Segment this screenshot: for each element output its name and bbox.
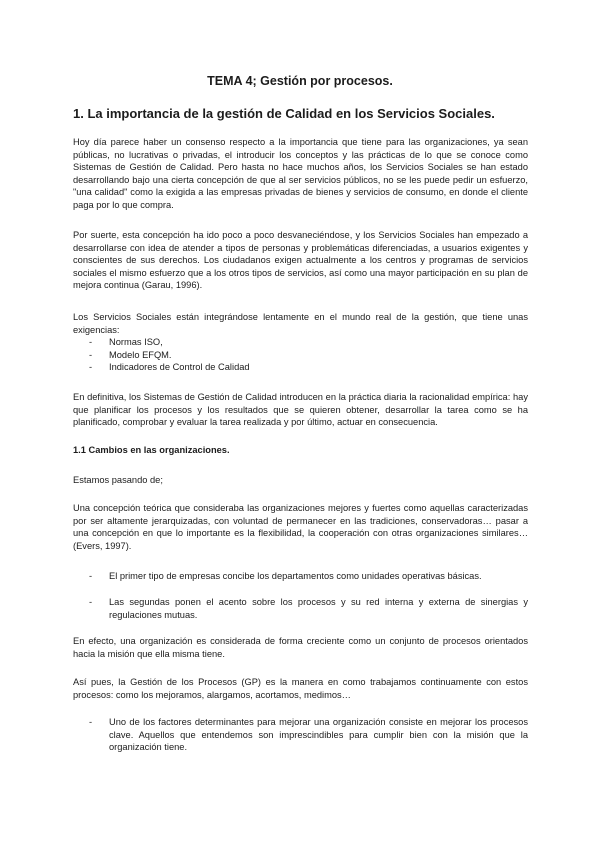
bullet-dash: - [89,349,93,360]
key-factors-list [73,716,528,754]
section-1-title: 1. La importancia de la gestión de Calidad en los Servicios Sociales. [73,106,495,121]
bullet-dash: - [89,571,93,581]
list-item: - Modelo EFQM. [89,349,172,360]
paragraph-7: En efecto, una organización es considerada de forma creciente como un conjunto de procesos orientados hacia la misión que ella misma tiene. [73,636,528,659]
organization-types-list-2 [73,596,528,621]
list-item: - Normas ISO, [89,337,163,347]
paragraph-1: Hoy día parece haber un consenso respecto a la importancia que tiene para las organizaciones, ya sean públicas, no lucrativas o privadas, el introducir los conceptos y las prácticas de lo que se conoce como Sistemas de Gestión de Calidad. Pero hasta no hace muchos años, los Servicios Sociales se han estado desarrollando bajo una cierta concepción de que al ser servicios públicos, no se les puede pedir un esfuerzo, "una calidad" como la exigida a las empresas privadas de bienes y servicios de consumo, en donde el cliente paga por lo que compra. [73,137,528,210]
bullet-dash: - [89,337,93,347]
paragraph-8: Así pues, la Gestión de los Procesos (GP) es la manera en como trabajamos continuamente con estos procesos: como los mejoramos, alargamos, acortamos, medimos… [73,677,528,700]
list-item: - Indicadores de Control de Calidad [89,362,250,373]
bullet-dash: - [89,362,93,373]
list-item: - Uno de los factores determinantes para mejorar una organización consiste en mejorar los procesos clave. Aquellos que entendemos son imprescindibles para cumplir bien con la misión que la organización tiene. [89,717,528,753]
bullet-dash: - [89,717,93,727]
paragraph-3: Los Servicios Sociales están integrándose lentamente en el mundo real de la gestión, que tiene unas exigencias: [73,312,528,335]
bullet-dash: - [89,597,93,607]
paragraph-5: Estamos pasando de; [73,475,163,485]
paragraph-4: En definitiva, los Sistemas de Gestión de Calidad introducen en la práctica diaria la racionalidad empírica: hay que planificar los procesos y los resultados que se quieren obtener, desarrollar la tarea como se ha planificado, comprobar y evaluar la tarea realizada y por último, actuar en consecuencia. [73,392,528,428]
paragraph-2: Por suerte, esta concepción ha ido poco a poco desvaneciéndose, y los Servicios Sociales han empezado a desarrollarse con idea de atender a tipos de personas y problemáticas diferenciadas, a usuarios exigentes y conscientes de sus derechos. Los ciudadanos exigen actualmente a los centros y programas de servicios sociales el mismo esfuerzo que a los otros tipos de servicios, así como una mayor participación en su plan de mejora continua (Garau, 1996). [73,230,528,291]
list-item: - El primer tipo de empresas concibe los departamentos como unidades operativas básicas. [89,571,482,581]
section-1-1-title: 1.1 Cambios en las organizaciones. [73,445,230,455]
document-title: TEMA 4; Gestión por procesos. [207,74,393,88]
requirements-list [73,336,528,374]
list-item: - Las segundas ponen el acento sobre los procesos y su red interna y externa de sinergias y regulaciones mutuas. [89,597,528,620]
organization-types-list [73,570,528,583]
paragraph-6: Una concepción teórica que consideraba las organizaciones mejores y fuertes como aquellas caracterizadas por ser altamente jerarquizadas, con voluntad de permanecer en las tradiciones, conservadoras… pasar a una concepción en que lo importante es la flexibilidad, la cooperación con otras organizaciones similares…(Evers, 1997). [73,503,528,551]
